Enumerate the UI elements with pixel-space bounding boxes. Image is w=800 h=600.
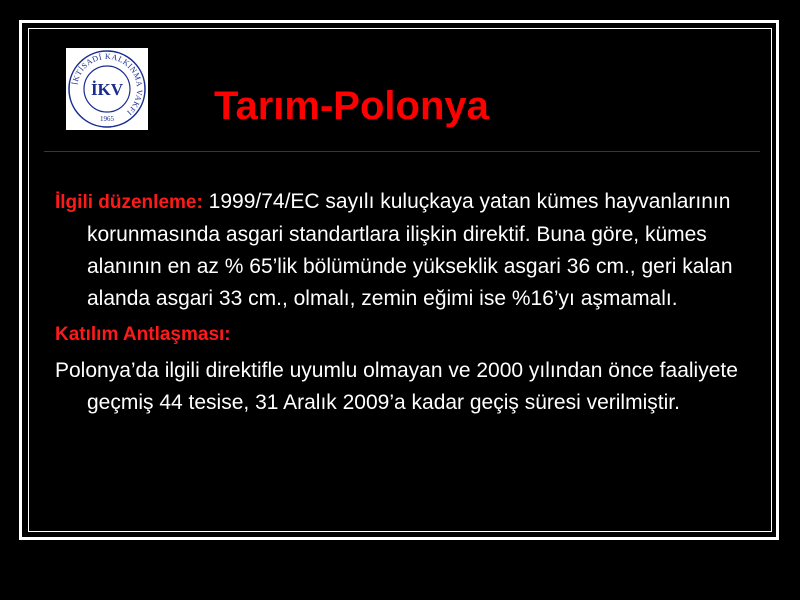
regulation-label: İlgili düzenleme: [55,192,203,213]
title-divider [44,151,760,152]
slide-title: Tarım-Polonya [214,84,489,128]
accession-heading: Katılım Antlaşması: [55,324,231,345]
regulation-paragraph [55,186,755,315]
slide-content [55,186,755,419]
logo-year-text: 1965 [100,115,114,123]
logo-center-text: İKV [90,80,124,99]
ikv-logo-icon [66,48,148,130]
accession-paragraph: Polonya’da ilgili direktifle uyumlu olmayan ve 2000 yılından önce faaliyete geçmiş 44 tesise, 31 Aralık 2009’a kadar geçiş süresi verilmiştir. [55,359,738,414]
regulation-text: 1999/74/EC sayılı kuluçkaya yatan kümes hayvanlarının korunmasında asgari standartlara ilişkin direktif. Buna göre, kümes alanının en az % 65’lik bölümünde yükseklik asgari 36 cm., geri kalan alanda asgari 33 cm., olmalı, zemin eğimi ise %16’yı aşmamalı. [87,190,733,310]
logo-ring-text: İKTİSADİ KALKINMA VAKFI [70,51,145,118]
ikv-logo [66,48,148,130]
